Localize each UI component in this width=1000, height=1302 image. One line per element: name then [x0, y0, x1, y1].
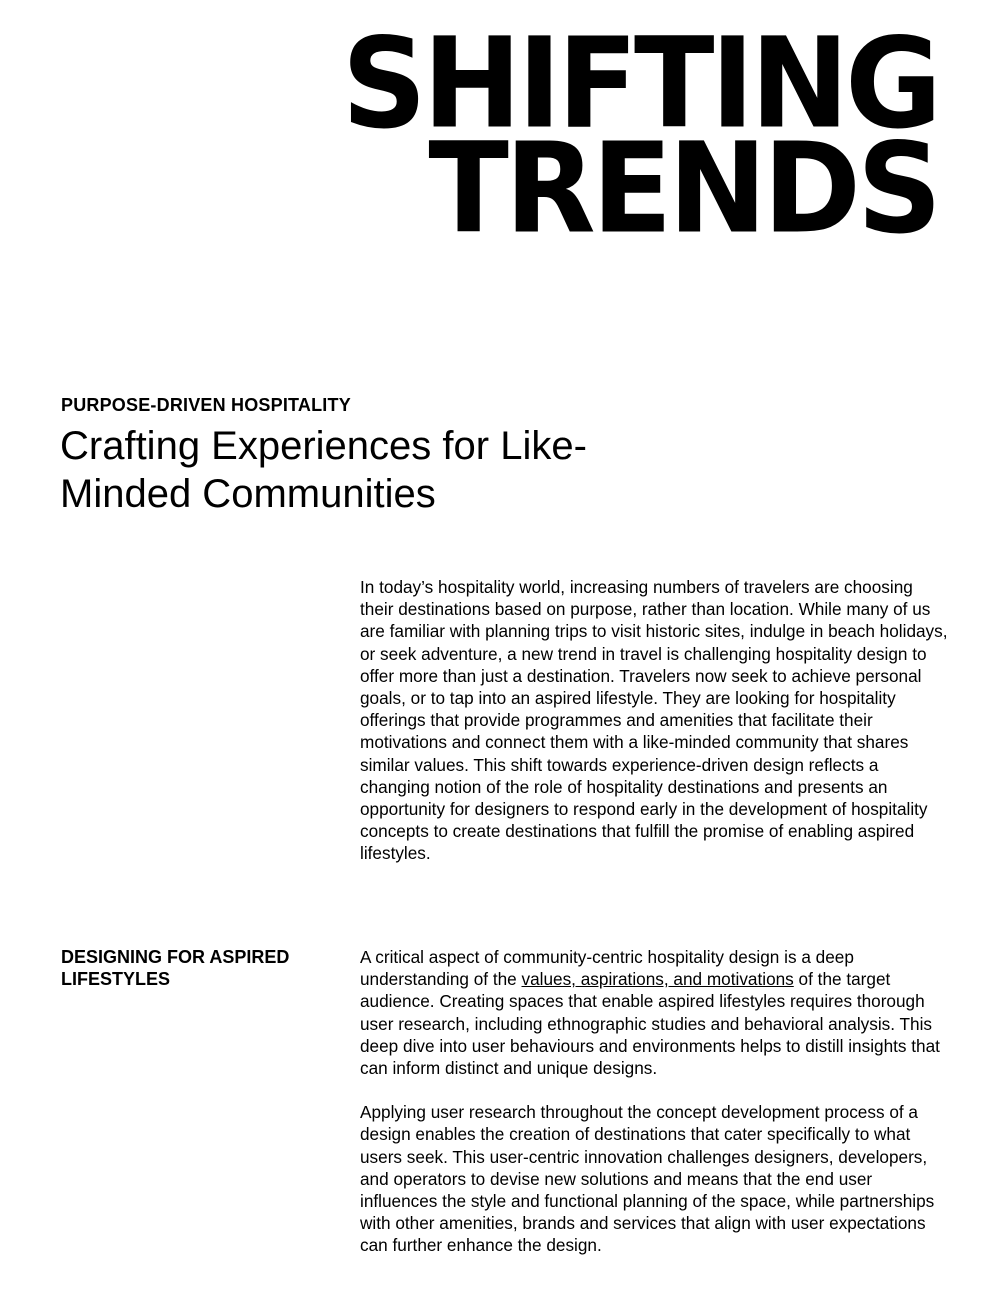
hero-title: [341, 9, 938, 262]
hero-title-line-2: TRENDS: [428, 114, 938, 262]
hero-title-line-1: SHIFTING: [341, 9, 938, 157]
section-heading: DESIGNING FOR ASPIRED LIFESTYLES: [61, 947, 290, 989]
section-paragraph-1-end: of the target audience. Creating spaces that enable aspired lifestyles requires thorough user research, including ethnographic studies and behavioral analysis. This deep dive into user behaviours and environments helps to distill insights that can inform distinct and unique designs.: [360, 969, 940, 1079]
values-link[interactable]: values, aspirations, and motivations: [521, 969, 794, 990]
section-paragraph-2: Applying user research throughout the concept development process of a design enables the creation of destinations that cater specifically to what users seek. This user-centric innovation challenges designers, developers, and operators to devise new solutions and means that the end user influences the style and functional planning of the space, while partnerships with other amenities, brands and services that align with user expectations can further enhance the design.: [360, 1102, 935, 1256]
section-paragraph-1-start: A critical aspect of community-centric hospitality design is a deep understanding of the: [360, 947, 854, 990]
section-body: [360, 946, 950, 1279]
intro-paragraph: In today’s hospitality world, increasing numbers of travelers are choosing their destinations based on purpose, rather than location. While many of us are familiar with planning trips to visit historic sites, indulge in beach holidays, or seek adventure, a new trend in travel is challenging hospitality design to offer more than just a destination. Travelers now seek to achieve personal goals, or to tap into an aspired lifestyle. They are looking for hospitality offerings that provide programmes and amenities that facilitate their motivations and connect them with a like-minded community that shares similar values. This shift towards experience-driven design reflects a changing notion of the role of hospitality destinations and presents an opportunity for designers to respond early in the development of hospitality concepts to create destinations that fulfill the promise of enabling aspired lifestyles.: [360, 577, 948, 864]
section-kicker: PURPOSE-DRIVEN HOSPITALITY: [61, 395, 351, 415]
intro-text: [360, 576, 950, 865]
article-headline: Crafting Experiences for Like-Minded Communities: [60, 424, 587, 516]
section-paragraph-1: [360, 946, 950, 1079]
